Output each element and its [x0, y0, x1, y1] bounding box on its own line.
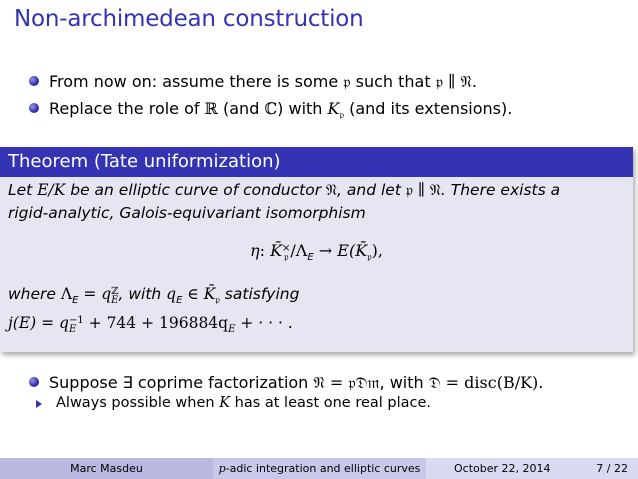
- math-p-divides-N: 𝔭 ∥ 𝔑: [435, 72, 472, 91]
- math-p: p: [218, 462, 226, 475]
- bullet-text: ) with: [277, 99, 328, 118]
- bullet-list: [29, 68, 629, 122]
- theorem-body: [0, 177, 633, 352]
- theorem-line-1: [8, 179, 625, 202]
- math-sub: E: [72, 295, 79, 307]
- page-number: 7 / 22: [596, 462, 628, 475]
- theorem-line-3: [8, 283, 625, 312]
- bullet-item: [29, 369, 629, 396]
- bullet-text: (and: [217, 99, 265, 118]
- text: , with: [118, 285, 167, 304]
- bullet-list-2: [29, 369, 629, 396]
- math-sub: 𝔭: [215, 295, 220, 307]
- text: , and let: [337, 181, 406, 199]
- theorem-line-4: [8, 312, 625, 341]
- math-dots: + · · · .: [235, 314, 293, 333]
- sub-bullet-item: [56, 395, 431, 411]
- bullet-ball-icon: [29, 377, 39, 387]
- footer-talk-title: [213, 458, 426, 479]
- text: . There exists a: [440, 181, 561, 199]
- sub-bullet-text: Always possible when: [56, 395, 220, 411]
- math-K: K: [327, 99, 340, 118]
- math-eta: η: [249, 241, 260, 260]
- bullet-text: such that: [350, 72, 436, 91]
- bullet-text: , with: [379, 373, 429, 392]
- bullet-text: Replace the role of: [49, 99, 205, 118]
- bullet-item: [29, 68, 629, 95]
- math-sub: E: [228, 324, 236, 336]
- math-Kbar: K̄: [270, 241, 283, 260]
- text: be an elliptic curve of conductor: [65, 181, 327, 199]
- theorem-block: [0, 147, 633, 352]
- math-arrow: →: [313, 241, 338, 260]
- bullet-text: From now on: assume there is some: [49, 72, 344, 91]
- bullet-text: .: [471, 72, 477, 91]
- sub-bullet-text: has at least one real place.: [230, 395, 432, 411]
- math-E-Kbar: E(K̄: [337, 241, 368, 260]
- math-sub: E: [307, 252, 314, 264]
- slide-title: Non-archimedean construction: [14, 6, 364, 32]
- math-sub: E: [68, 324, 77, 336]
- bullet-ball-icon: [29, 103, 39, 113]
- math-eq-q: = q: [78, 285, 112, 304]
- math-p: 𝔭: [343, 72, 351, 91]
- footer-date: October 22, 2014: [454, 462, 551, 475]
- bullet-text: (and its extensions).: [344, 99, 513, 118]
- footer: [0, 458, 638, 479]
- theorem-line-2: rigid-analytic, Galois-equivariant isomorphism: [8, 204, 366, 222]
- math-E-over-K: E/K: [37, 181, 66, 199]
- math-lambda: /Λ: [290, 241, 308, 260]
- math-K: K: [219, 395, 231, 411]
- math-sup: ℤ: [111, 286, 119, 298]
- math-in-Kbar: ∈ K̄: [182, 285, 216, 304]
- math-factorization: 𝔑 = 𝔭𝔇𝔪: [313, 373, 380, 392]
- bullet-item: [29, 95, 629, 122]
- math-reals: ℝ: [204, 99, 218, 118]
- math-p-divides-N: 𝔭 ∥ 𝔑: [405, 181, 441, 199]
- math-lambda: Λ: [60, 285, 73, 304]
- math-complex: ℂ: [264, 99, 278, 118]
- text: Let: [8, 181, 38, 199]
- math-sup: ×: [282, 243, 291, 254]
- math-disc: 𝔇 = disc(B/K): [428, 373, 539, 392]
- footer-talk-text: -adic integration and elliptic curves: [225, 462, 421, 475]
- bullet-ball-icon: [29, 76, 39, 86]
- text: satisfying: [219, 285, 300, 304]
- math-N: 𝔑: [326, 181, 338, 199]
- math-series: + 744 + 196884q: [83, 314, 229, 333]
- math-colon: :: [259, 241, 271, 260]
- display-equation: [8, 239, 625, 269]
- text: where: [8, 285, 61, 304]
- footer-date-page: [426, 458, 638, 479]
- math-sub: 𝔭: [367, 252, 372, 264]
- math-supsub: [69, 316, 84, 334]
- footer-author: Marc Masdeu: [0, 458, 213, 479]
- math-j: j(E) = q: [8, 314, 69, 333]
- bullet-text: .: [538, 373, 544, 392]
- math-end: ),: [371, 241, 383, 260]
- math-q: q: [166, 285, 177, 304]
- triangle-bullet-icon: [36, 400, 42, 408]
- math-sub: E: [111, 295, 119, 307]
- math-sub: 𝔭: [339, 110, 345, 122]
- theorem-header: Theorem (Tate uniformization): [0, 147, 633, 177]
- math-sup: −1: [68, 315, 84, 327]
- math-sub: 𝔭: [283, 252, 289, 263]
- bullet-text: Suppose ∃ coprime factorization: [49, 373, 314, 392]
- math-sub: E: [176, 295, 183, 307]
